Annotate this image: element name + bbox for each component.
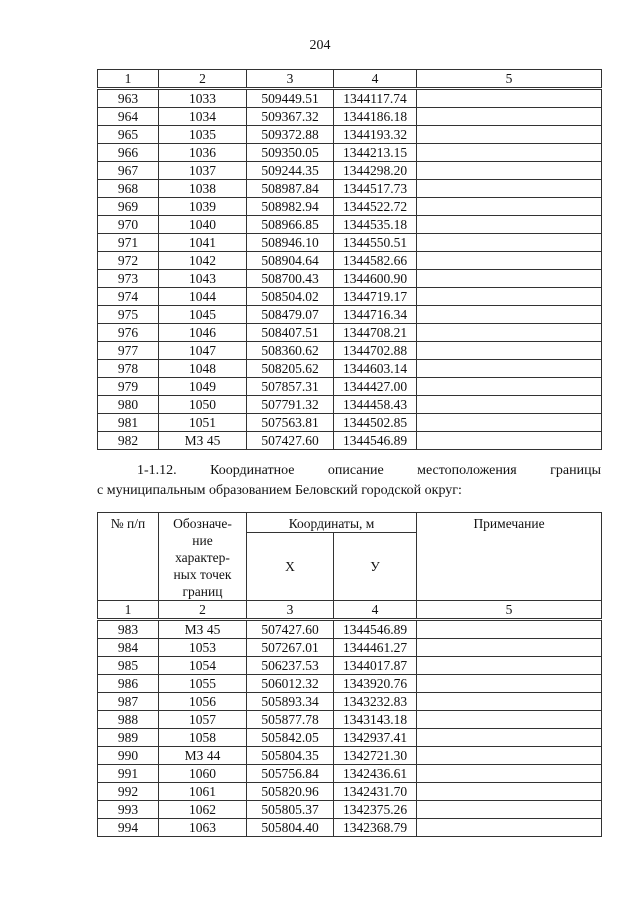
note-cell xyxy=(417,144,602,162)
point-designation-cell: 1045 xyxy=(159,306,247,324)
table-row xyxy=(98,162,602,180)
y-coordinate-cell: 1342368.79 xyxy=(334,819,417,837)
x-coordinate-cell: 508946.10 xyxy=(247,234,334,252)
point-number-cell: 987 xyxy=(98,693,159,711)
y-coordinate-cell: 1342721.30 xyxy=(334,747,417,765)
x-coordinate-cell: 509449.51 xyxy=(247,89,334,108)
y-coordinate-cell: 1344716.34 xyxy=(334,306,417,324)
y-coordinate-cell: 1343920.76 xyxy=(334,675,417,693)
y-coordinate-cell: 1342375.26 xyxy=(334,801,417,819)
point-number-cell: 963 xyxy=(98,89,159,108)
x-coordinate-cell: 507563.81 xyxy=(247,414,334,432)
note-cell xyxy=(417,288,602,306)
point-number-cell: 970 xyxy=(98,216,159,234)
y-coordinate-cell: 1344708.21 xyxy=(334,324,417,342)
point-designation-cell: 1060 xyxy=(159,765,247,783)
point-designation-cell: 1040 xyxy=(159,216,247,234)
header-x: Х xyxy=(247,533,334,601)
header-point-designation xyxy=(159,513,247,601)
table-row xyxy=(98,216,602,234)
point-designation-cell: 1061 xyxy=(159,783,247,801)
x-coordinate-cell: 508700.43 xyxy=(247,270,334,288)
y-coordinate-cell: 1344522.72 xyxy=(334,198,417,216)
table-row xyxy=(98,711,602,729)
point-designation-cell: 1034 xyxy=(159,108,247,126)
point-number-cell: 977 xyxy=(98,342,159,360)
x-coordinate-cell: 507857.31 xyxy=(247,378,334,396)
x-coordinate-cell: 507427.60 xyxy=(247,432,334,450)
x-coordinate-cell: 508904.64 xyxy=(247,252,334,270)
point-designation-cell: 1036 xyxy=(159,144,247,162)
note-cell xyxy=(417,414,602,432)
x-coordinate-cell: 505805.37 xyxy=(247,801,334,819)
table-row xyxy=(98,620,602,639)
note-cell xyxy=(417,306,602,324)
note-cell xyxy=(417,126,602,144)
point-designation-cell: 1062 xyxy=(159,801,247,819)
point-number-cell: 992 xyxy=(98,783,159,801)
note-cell xyxy=(417,747,602,765)
column-number: 3 xyxy=(247,70,334,89)
y-coordinate-cell: 1344546.89 xyxy=(334,432,417,450)
header-designation-line: ние xyxy=(192,533,213,548)
table-row xyxy=(98,306,602,324)
note-cell xyxy=(417,162,602,180)
point-designation-cell: 1056 xyxy=(159,693,247,711)
note-cell xyxy=(417,180,602,198)
x-coordinate-cell: 506012.32 xyxy=(247,675,334,693)
point-designation-cell: МЗ 45 xyxy=(159,620,247,639)
table-row xyxy=(98,288,602,306)
table-row xyxy=(98,801,602,819)
header-designation-line: ных точек xyxy=(173,567,232,582)
note-cell xyxy=(417,432,602,450)
point-designation-cell: 1063 xyxy=(159,819,247,837)
point-number-cell: 982 xyxy=(98,432,159,450)
note-cell xyxy=(417,216,602,234)
y-coordinate-cell: 1344117.74 xyxy=(334,89,417,108)
table-row xyxy=(98,675,602,693)
point-designation-cell: 1049 xyxy=(159,378,247,396)
x-coordinate-cell: 508205.62 xyxy=(247,360,334,378)
point-designation-cell: 1050 xyxy=(159,396,247,414)
x-coordinate-cell: 505756.84 xyxy=(247,765,334,783)
header-designation-line: характер- xyxy=(175,550,230,565)
point-number-cell: 973 xyxy=(98,270,159,288)
note-cell xyxy=(417,198,602,216)
column-number: 3 xyxy=(247,601,334,620)
y-coordinate-cell: 1344502.85 xyxy=(334,414,417,432)
column-number: 2 xyxy=(159,601,247,620)
point-designation-cell: 1038 xyxy=(159,180,247,198)
point-number-cell: 983 xyxy=(98,620,159,639)
note-cell xyxy=(417,342,602,360)
point-designation-cell: 1051 xyxy=(159,414,247,432)
point-designation-cell: 1043 xyxy=(159,270,247,288)
x-coordinate-cell: 508360.62 xyxy=(247,342,334,360)
page-number: 204 xyxy=(309,38,331,53)
x-coordinate-cell: 505893.34 xyxy=(247,693,334,711)
x-coordinate-cell: 505842.05 xyxy=(247,729,334,747)
note-cell xyxy=(417,801,602,819)
x-coordinate-cell: 508479.07 xyxy=(247,306,334,324)
point-number-cell: 978 xyxy=(98,360,159,378)
point-designation-cell: 1057 xyxy=(159,711,247,729)
note-cell xyxy=(417,675,602,693)
point-number-cell: 979 xyxy=(98,378,159,396)
point-number-cell: 972 xyxy=(98,252,159,270)
table-row xyxy=(98,180,602,198)
point-number-cell: 968 xyxy=(98,180,159,198)
table-header-row xyxy=(98,513,602,533)
y-coordinate-cell: 1344535.18 xyxy=(334,216,417,234)
point-designation-cell: 1058 xyxy=(159,729,247,747)
note-cell xyxy=(417,620,602,639)
y-coordinate-cell: 1344427.00 xyxy=(334,378,417,396)
table-row xyxy=(98,360,602,378)
y-coordinate-cell: 1342937.41 xyxy=(334,729,417,747)
column-number-row xyxy=(98,70,602,89)
header-coordinates: Координаты, м xyxy=(247,513,417,533)
table-row xyxy=(98,108,602,126)
y-coordinate-cell: 1344213.15 xyxy=(334,144,417,162)
x-coordinate-cell: 507427.60 xyxy=(247,620,334,639)
point-designation-cell: 1046 xyxy=(159,324,247,342)
section-heading-line-2: с муниципальным образованием Беловский городской округ: xyxy=(97,483,462,498)
note-cell xyxy=(417,360,602,378)
y-coordinate-cell: 1344546.89 xyxy=(334,620,417,639)
x-coordinate-cell: 506237.53 xyxy=(247,657,334,675)
x-coordinate-cell: 509367.32 xyxy=(247,108,334,126)
point-number-cell: 975 xyxy=(98,306,159,324)
x-coordinate-cell: 505820.96 xyxy=(247,783,334,801)
header-point-number: № п/п xyxy=(98,513,159,601)
note-cell xyxy=(417,639,602,657)
point-designation-cell: 1041 xyxy=(159,234,247,252)
table-row xyxy=(98,324,602,342)
point-designation-cell: МЗ 45 xyxy=(159,432,247,450)
table-row xyxy=(98,342,602,360)
point-number-cell: 985 xyxy=(98,657,159,675)
point-designation-cell: 1035 xyxy=(159,126,247,144)
header-designation-line: границ xyxy=(182,584,223,599)
table-row xyxy=(98,252,602,270)
point-designation-cell: 1054 xyxy=(159,657,247,675)
point-number-cell: 980 xyxy=(98,396,159,414)
x-coordinate-cell: 505804.35 xyxy=(247,747,334,765)
x-coordinate-cell: 505877.78 xyxy=(247,711,334,729)
column-number: 2 xyxy=(159,70,247,89)
table-row xyxy=(98,126,602,144)
table-row xyxy=(98,657,602,675)
point-number-cell: 988 xyxy=(98,711,159,729)
y-coordinate-cell: 1344582.66 xyxy=(334,252,417,270)
note-cell xyxy=(417,819,602,837)
table-row xyxy=(98,747,602,765)
point-number-cell: 969 xyxy=(98,198,159,216)
table-row xyxy=(98,729,602,747)
table-row xyxy=(98,144,602,162)
y-coordinate-cell: 1344603.14 xyxy=(334,360,417,378)
x-coordinate-cell: 508966.85 xyxy=(247,216,334,234)
table-row xyxy=(98,765,602,783)
point-number-cell: 981 xyxy=(98,414,159,432)
column-number: 4 xyxy=(334,70,417,89)
point-number-cell: 976 xyxy=(98,324,159,342)
section-heading-line-1: 1-1.12. Координатное описание местоположения границы xyxy=(137,463,601,478)
point-number-cell: 984 xyxy=(98,639,159,657)
table-row xyxy=(98,414,602,432)
table-row xyxy=(98,783,602,801)
point-number-cell: 967 xyxy=(98,162,159,180)
point-designation-cell: 1042 xyxy=(159,252,247,270)
point-number-cell: 965 xyxy=(98,126,159,144)
point-designation-cell: 1053 xyxy=(159,639,247,657)
note-cell xyxy=(417,396,602,414)
point-designation-cell: 1039 xyxy=(159,198,247,216)
x-coordinate-cell: 508504.02 xyxy=(247,288,334,306)
note-cell xyxy=(417,783,602,801)
table-row xyxy=(98,89,602,108)
table-row xyxy=(98,234,602,252)
section-heading xyxy=(97,461,601,501)
point-number-cell: 990 xyxy=(98,747,159,765)
table-row xyxy=(98,378,602,396)
column-number: 1 xyxy=(98,70,159,89)
coordinates-table-belovsky xyxy=(97,512,602,837)
note-cell xyxy=(417,711,602,729)
table-row xyxy=(98,639,602,657)
note-cell xyxy=(417,270,602,288)
header-y: У xyxy=(334,533,417,601)
point-number-cell: 993 xyxy=(98,801,159,819)
note-cell xyxy=(417,657,602,675)
y-coordinate-cell: 1342431.70 xyxy=(334,783,417,801)
x-coordinate-cell: 509372.88 xyxy=(247,126,334,144)
y-coordinate-cell: 1344550.51 xyxy=(334,234,417,252)
note-cell xyxy=(417,378,602,396)
coordinates-table-continued xyxy=(97,69,602,450)
point-number-cell: 964 xyxy=(98,108,159,126)
point-designation-cell: МЗ 44 xyxy=(159,747,247,765)
table-row xyxy=(98,819,602,837)
y-coordinate-cell: 1343232.83 xyxy=(334,693,417,711)
column-number: 5 xyxy=(417,601,602,620)
y-coordinate-cell: 1344186.18 xyxy=(334,108,417,126)
note-cell xyxy=(417,324,602,342)
point-number-cell: 971 xyxy=(98,234,159,252)
x-coordinate-cell: 508407.51 xyxy=(247,324,334,342)
y-coordinate-cell: 1344461.27 xyxy=(334,639,417,657)
note-cell xyxy=(417,765,602,783)
table-row xyxy=(98,270,602,288)
point-number-cell: 966 xyxy=(98,144,159,162)
y-coordinate-cell: 1344193.32 xyxy=(334,126,417,144)
column-number: 5 xyxy=(417,70,602,89)
note-cell xyxy=(417,252,602,270)
note-cell xyxy=(417,108,602,126)
point-number-cell: 994 xyxy=(98,819,159,837)
table-row xyxy=(98,396,602,414)
point-number-cell: 991 xyxy=(98,765,159,783)
table-row xyxy=(98,693,602,711)
point-designation-cell: 1055 xyxy=(159,675,247,693)
y-coordinate-cell: 1344517.73 xyxy=(334,180,417,198)
y-coordinate-cell: 1344600.90 xyxy=(334,270,417,288)
point-number-cell: 974 xyxy=(98,288,159,306)
x-coordinate-cell: 509350.05 xyxy=(247,144,334,162)
x-coordinate-cell: 508987.84 xyxy=(247,180,334,198)
point-designation-cell: 1047 xyxy=(159,342,247,360)
point-number-cell: 989 xyxy=(98,729,159,747)
note-cell xyxy=(417,234,602,252)
header-note: Примечание xyxy=(417,513,602,601)
y-coordinate-cell: 1343143.18 xyxy=(334,711,417,729)
table-row xyxy=(98,198,602,216)
y-coordinate-cell: 1344298.20 xyxy=(334,162,417,180)
x-coordinate-cell: 509244.35 xyxy=(247,162,334,180)
y-coordinate-cell: 1342436.61 xyxy=(334,765,417,783)
header-designation-line: Обозначе- xyxy=(173,516,232,531)
x-coordinate-cell: 507791.32 xyxy=(247,396,334,414)
column-number-row xyxy=(98,601,602,620)
x-coordinate-cell: 505804.40 xyxy=(247,819,334,837)
x-coordinate-cell: 507267.01 xyxy=(247,639,334,657)
table-row xyxy=(98,432,602,450)
column-number: 1 xyxy=(98,601,159,620)
point-designation-cell: 1037 xyxy=(159,162,247,180)
x-coordinate-cell: 508982.94 xyxy=(247,198,334,216)
point-designation-cell: 1048 xyxy=(159,360,247,378)
note-cell xyxy=(417,89,602,108)
point-designation-cell: 1033 xyxy=(159,89,247,108)
note-cell xyxy=(417,729,602,747)
y-coordinate-cell: 1344017.87 xyxy=(334,657,417,675)
point-number-cell: 986 xyxy=(98,675,159,693)
point-designation-cell: 1044 xyxy=(159,288,247,306)
y-coordinate-cell: 1344702.88 xyxy=(334,342,417,360)
note-cell xyxy=(417,693,602,711)
y-coordinate-cell: 1344458.43 xyxy=(334,396,417,414)
y-coordinate-cell: 1344719.17 xyxy=(334,288,417,306)
column-number: 4 xyxy=(334,601,417,620)
